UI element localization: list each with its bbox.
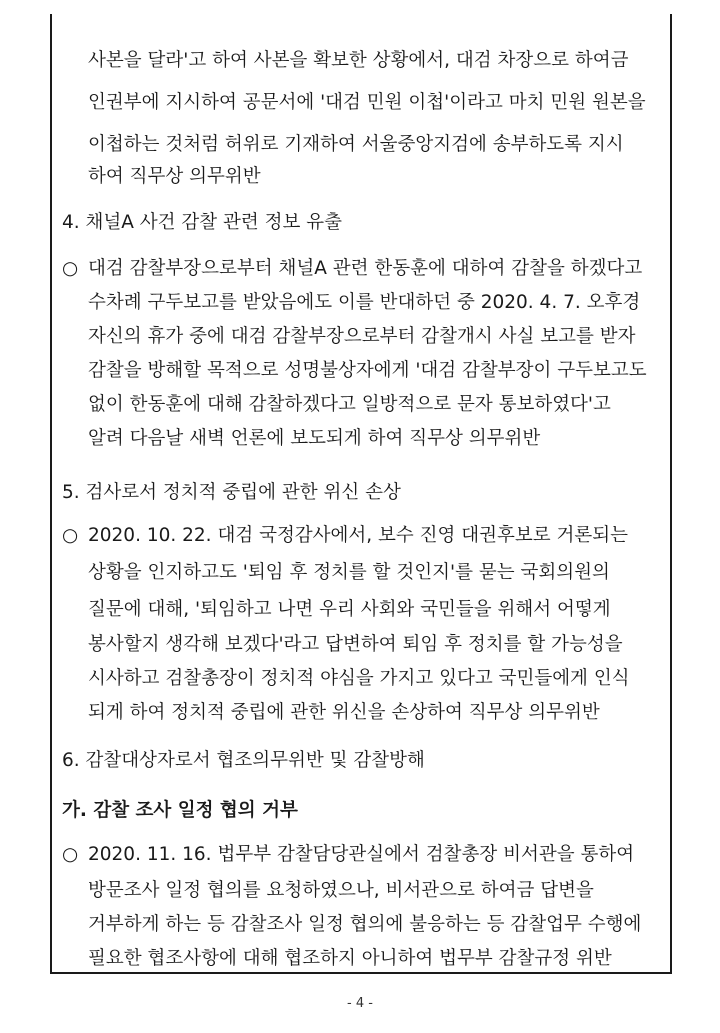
text-line: 인권부에 지시하여 공문서에 '대검 민원 이첩'이라고 마치 민원 원본을 bbox=[88, 92, 646, 113]
text-line: 사본을 달라'고 하여 사본을 확보한 상황에서, 대검 차장으로 하여금 bbox=[88, 50, 629, 71]
text-line: 이첩하는 것처럼 허위로 기재하여 서울중앙지검에 송부하도록 지시 bbox=[88, 134, 624, 155]
text-line: 자신의 휴가 중에 대검 감찰부장으로부터 감찰개시 사실 보고를 받자 bbox=[88, 326, 636, 347]
text-line: 하여 직무상 의무위반 bbox=[88, 166, 261, 187]
bullet-text: 대검 감찰부장으로부터 채널A 관련 한동훈에 대하여 감찰을 하겠다고 bbox=[88, 258, 643, 279]
text-line: 질문에 대해, '퇴임하고 나면 우리 사회와 국민들을 위해서 어떻게 bbox=[88, 599, 611, 620]
text-line: 수차례 구두보고를 받았음에도 이를 반대하던 중 2020. 4. 7. 오후경 bbox=[88, 292, 641, 313]
text-line: 상황을 인지하고도 '퇴임 후 정치를 할 것인지'를 묻는 국회의원의 bbox=[88, 562, 610, 583]
text-line: 되게 하여 정치적 중립에 관한 위신을 손상하여 직무상 의무위반 bbox=[88, 702, 600, 723]
text-line: 감찰을 방해할 목적으로 성명불상자에게 '대검 감찰부장이 구두보고도 bbox=[88, 360, 647, 381]
text-line: 시사하고 검찰총장이 정치적 야심을 가지고 있다고 국민들에게 인식 bbox=[88, 668, 630, 689]
section-heading-6: 6. 감찰대상자로서 협조의무위반 및 감찰방해 bbox=[62, 750, 425, 771]
subsection-heading: 가. 감찰 조사 일정 협의 거부 bbox=[62, 800, 298, 821]
bullet-text: 2020. 10. 22. 대검 국정감사에서, 보수 진영 대권후보로 거론되는 bbox=[88, 525, 629, 546]
section-heading-5: 5. 검사로서 정치적 중립에 관한 위신 손상 bbox=[62, 482, 401, 503]
text-line: 없이 한동훈에 대해 감찰하겠다고 일방적으로 문자 통보하였다'고 bbox=[88, 394, 611, 415]
page-number: - 4 - bbox=[347, 996, 373, 1011]
text-line: 봉사할지 생각해 보겠다'라고 답변하여 퇴임 후 정치를 할 가능성을 bbox=[88, 634, 623, 655]
bullet-circle-icon: ○ bbox=[62, 525, 79, 546]
bullet-line bbox=[62, 840, 634, 866]
bullet-line bbox=[62, 521, 628, 547]
bullet-line bbox=[62, 254, 642, 280]
text-line: 방문조사 일정 협의를 요청하였으나, 비서관으로 하여금 답변을 bbox=[88, 880, 594, 901]
text-line: 필요한 협조사항에 대해 협조하지 아니하여 법무부 감찰규정 위반 bbox=[88, 948, 612, 969]
bullet-circle-icon: ○ bbox=[62, 258, 79, 279]
text-line: 거부하게 하는 등 감찰조사 일정 협의에 불응하는 등 감찰업무 수행에 bbox=[88, 914, 642, 935]
text-line: 알려 다음날 새벽 언론에 보도되게 하여 직무상 의무위반 bbox=[88, 428, 541, 449]
bullet-text: 2020. 11. 16. 법무부 감찰담당관실에서 검찰총장 비서관을 통하여 bbox=[88, 844, 635, 865]
bullet-circle-icon: ○ bbox=[62, 844, 79, 865]
section-heading-4: 4. 채널A 사건 감찰 관련 정보 유출 bbox=[62, 212, 343, 233]
